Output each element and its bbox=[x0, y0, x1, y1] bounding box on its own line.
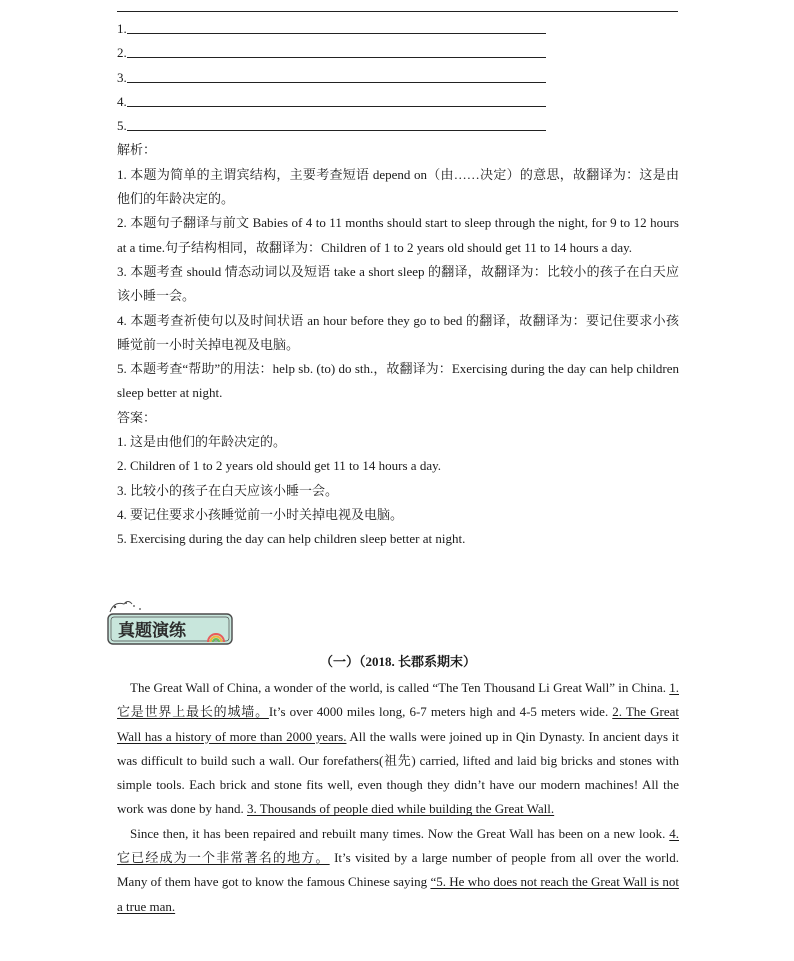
exercise-title: （一）（2018. 长郡系期末） bbox=[319, 654, 476, 669]
answer-blank-2[interactable] bbox=[117, 41, 679, 65]
underlined-sentence-1: 1. 它是世界上最长的城墙。 bbox=[117, 680, 679, 720]
answer-item-2: 2. Children of 1 to 2 years old should get 11 to 14 hours a day. bbox=[117, 458, 441, 474]
blank-number: 1. bbox=[117, 21, 127, 36]
answer-item-1: 1. 这是由他们的年龄决定的。 bbox=[117, 434, 287, 450]
answer-item-3: 3. 比较小的孩子在白天应该小睡一会。 bbox=[117, 482, 339, 498]
section-badge bbox=[104, 598, 239, 648]
analysis-item-4: 4. 本题考查祈使句以及时间状语 an hour before they go to bed 的翻译，故翻译为：要记住要求小孩睡觉前一小时关掉电视及电脑。 bbox=[117, 312, 679, 352]
reading-passage bbox=[117, 676, 679, 919]
translation-section bbox=[117, 17, 679, 552]
underlined-sentence-4: 4. 它已经成为一个非常著名的地方。 bbox=[117, 825, 679, 866]
answers-heading: 答案： bbox=[117, 409, 157, 425]
blank-number: 4. bbox=[117, 93, 127, 109]
underlined-sentence-3: 3. Thousands of people died while building the Great Wall. bbox=[246, 801, 555, 817]
answer-item-5: 5. Exercising during the day can help children sleep better at night. bbox=[117, 531, 466, 547]
answer-blank-3[interactable] bbox=[117, 66, 679, 90]
blank-number: 3. bbox=[117, 69, 127, 85]
badge-label: 真题演练 bbox=[118, 621, 186, 641]
analysis-item-1: 1. 本题为简单的主谓宾结构，主要考查短语 depend on（由……决定）的意思，故翻译为：这是由他们的年龄决定的。 bbox=[117, 166, 679, 207]
analysis-item-2: 2. 本题句子翻译与前文 Babies of 4 to 11 months should start to sleep through the night, for 9 to 12 hours at a time.句子结构相同，故翻译为：Children of 1 to 2 years old should get 11 to 14 hours a day. bbox=[117, 215, 679, 255]
blank-number: 2. bbox=[117, 45, 127, 61]
answer-blank-4[interactable] bbox=[117, 90, 679, 114]
answer-item-4: 4. 要记住要求小孩睡觉前一小时关掉电视及电脑。 bbox=[117, 506, 404, 522]
passage-paragraph-1: The Great Wall of China, a wonder of the world, is called “The Ten Thousand Li Great Wall” in China. 1. 它是世界上最长的城墙。It’s over 4000 miles long, 6-7 meters high and 4-5 meters wide. 2. The Great Wall has a history of more than 2000 years. All the walls were joined up in Qin Dynasty. In ancient days it was difficult to build such a wall. Our forefathers(祖先) carried, lifted and laid big bricks and stones with simple tools. Each brick and stone fits well, even though they didn’t have our modern machines! All the work was done by hand. 3. Thousands of people died while building the Great Wall. bbox=[117, 680, 679, 817]
badge-graphic bbox=[104, 598, 239, 648]
underlined-sentence-5: “5. He who does not reach the Great Wall is not a true man. bbox=[117, 874, 680, 914]
answer-blank-5[interactable] bbox=[117, 114, 679, 138]
blank-number: 5. bbox=[117, 118, 127, 134]
analysis-heading: 解析： bbox=[117, 142, 157, 158]
passage-paragraph-2: Since then, it has been repaired and rebuilt many times. Now the Great Wall has been on a new look. 4. 它已经成为一个非常著名的地方。 It’s visited by a large number of people from all over the world. Many of them have got to know the famous Chinese saying “5. He who does not reach the Great Wall is not a true man. bbox=[117, 825, 680, 914]
analysis-item-3: 3. 本题考查 should 情态动词以及短语 take a short sleep 的翻译，故翻译为：比较小的孩子在白天应该小睡一会。 bbox=[117, 263, 679, 304]
underlined-sentence-2: 2. The Great Wall has a history of more than 2000 years. bbox=[117, 704, 679, 744]
top-rule bbox=[117, 11, 678, 12]
analysis-item-5: 5. 本题考查“帮助”的用法：help sb. (to) do sth.，故翻译为：Exercising during the day can help children sleep better at night. bbox=[117, 361, 679, 401]
answer-blank-1[interactable] bbox=[117, 17, 679, 41]
